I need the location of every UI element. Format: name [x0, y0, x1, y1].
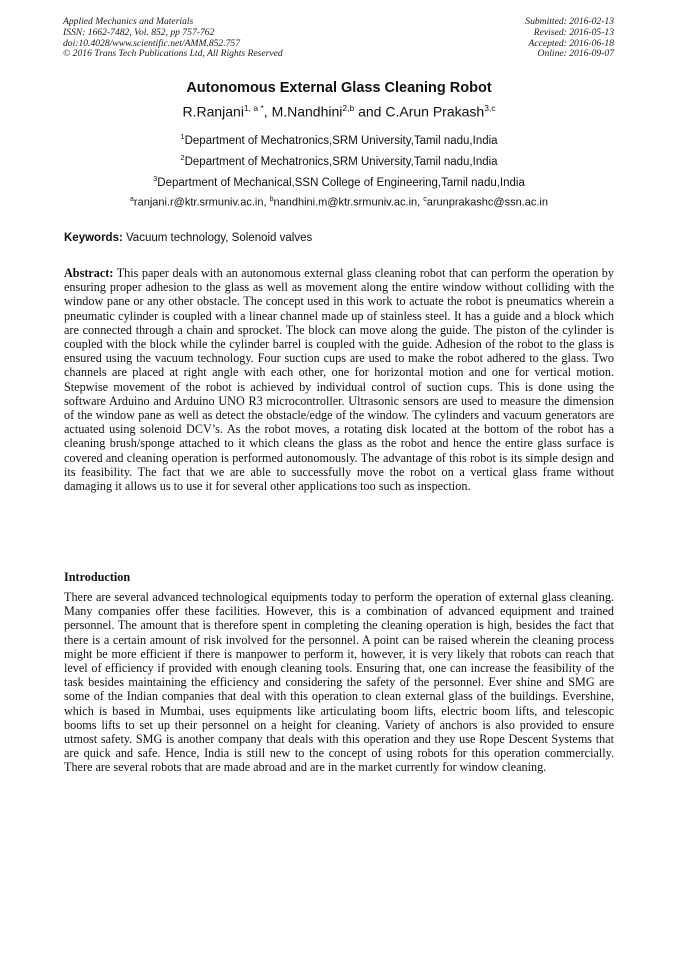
author-name: , M.Nandhini — [263, 103, 343, 120]
revised-date: Revised: 2016-05-13 — [533, 26, 614, 38]
affiliation-text: Department of Mechanical,SSN College of Engineering,Tamil nadu,India — [157, 176, 525, 189]
affiliation-marker: 3 — [153, 174, 158, 183]
abstract-label: Abstract: — [64, 266, 114, 280]
affiliation-text: Department of Mechatronics,SRM University,Tamil nadu,India — [184, 155, 498, 168]
affiliation-1 — [0, 132, 678, 147]
email-address: ranjani.r@ktr.srmuniv.ac.in, — [133, 196, 270, 209]
online-date: Online: 2016-09-07 — [537, 48, 614, 60]
author-superscript: 2,b — [342, 103, 355, 113]
author-line — [0, 103, 678, 120]
issn-line: ISSN: 1662-7482, Vol. 852, pp 757-762 — [63, 26, 215, 38]
submitted-date: Submitted: 2016-02-13 — [525, 16, 614, 27]
journal-name: Applied Mechanics and Materials — [63, 16, 194, 27]
accepted-date: Accepted: 2016-06-18 — [528, 37, 614, 49]
abstract-text: This paper deals with an autonomous external glass cleaning robot that can perform the operation by ensuring proper adhesion to the glass as well as movement along the entire window without colliding with the window pane or any other obstacle. The concept used in this work to actuate the robot is pneumatics wherein a pneumatic cylinder is coupled with a linear channel made up of stainless steel. It has a guide and a block which are connected through a chain and sprocket. The block can move along the guide. The piston of the cylinder is coupled with the block while the cylinder barrel is coupled with the guide. Adhesion of the robot to the glass is ensured using the vacuum technology. Four suction cups are used to make the robot adhered to the glass. Two channels are placed at right angle with each other, one for horizontal motion and one for vertical motion. Stepwise movement of the robot is achieved by individual control of suction cups. This is done using the software Arduino and Arduino UNO R3 microcontroller. Ultrasonic sensors are used to measure the dimension of the window pane as well as detect the obstacle/edge of the window. The cylinders and vacuum generators are actuated using solenoid DCV’s. As the robot moves, a rotating disk located at the bottom of the robot has a cleaning brush/sponge attached to it which cleans the glass as the robot and hence the entire glass surface is covered and cleaning operation is performed autonomously. The advantage of this robot is its simple design and its feasibility. The fact that we are able to successfully move the robot on a vertical glass frame without damaging it allows us to use it for several other applications too such as inspection. — [64, 266, 614, 494]
email-address: nandhini.m@ktr.srmuniv.ac.in, — [273, 196, 424, 209]
author-name: and C.Arun Prakash — [354, 103, 485, 120]
author-superscript: 3,c — [484, 103, 496, 113]
email-address: arunprakashc@ssn.ac.in — [426, 196, 548, 209]
affiliation-3 — [0, 174, 678, 189]
section-heading-introduction: Introduction — [64, 570, 131, 584]
author-superscript: 1, a * — [243, 103, 264, 113]
author-name: R.Ranjani — [182, 103, 244, 120]
journal-header-left — [63, 17, 283, 60]
copyright-line: © 2016 Trans Tech Publications Ltd, All Rights Reserved — [63, 48, 283, 60]
paper-title: Autonomous External Glass Cleaning Robot — [186, 80, 492, 96]
abstract-paragraph — [64, 266, 614, 493]
affiliation-2 — [0, 153, 678, 168]
affiliation-marker: 1 — [180, 132, 185, 141]
email-marker: c — [423, 196, 427, 203]
email-line — [0, 196, 678, 209]
affiliation-text: Department of Mechatronics,SRM University,Tamil nadu,India — [184, 134, 498, 147]
email-marker: a — [130, 196, 134, 203]
introduction-paragraph: There are several advanced technological equipments today to perform the operation of external glass cleaning. Many companies offer these facilities. However, this is a combination of advanced equipment and trained personnel. The amount that is therefore spent in completing the cleaning operation is high, besides the fact that there is a certain amount of risk involved for the personnel. A point can be raised wherein the cleaning process might be more efficient if there is manpower to perform it, however, it is very likely that robots can reach that level of efficiency if provided with enough cleaning tools. Ensuring that, one can increase the feasibility of the task besides maintaining the efficiency and considering the safety of the personnel. Ever shine and SMG are some of the Indian companies that deal with this operation to clean external glass of the buildings. Evershine, which is based in Mumbai, uses equipments like articulating boom lifts, electric boom lifts, and telescopic booms lifts to set up their personnel on a height for cleaning. Variety of anchors is also provided to ensure utmost safety. SMG is another company that deals with this operation and they use Rope Descent Systems that are quick and safe. Hence, India is still new to the concept of using robots for this operation commercially. There are several robots that are made abroad and are in the market currently for window cleaning. — [64, 590, 614, 775]
affiliation-marker: 2 — [180, 153, 185, 162]
keywords-text: Vacuum technology, Solenoid valves — [122, 232, 313, 244]
keywords-label: Keywords: — [64, 232, 123, 244]
doi-line: doi:10.4028/www.scientific.net/AMM.852.757 — [63, 37, 241, 49]
email-marker: b — [269, 196, 274, 203]
keywords — [64, 232, 312, 244]
journal-header-right — [525, 17, 614, 60]
